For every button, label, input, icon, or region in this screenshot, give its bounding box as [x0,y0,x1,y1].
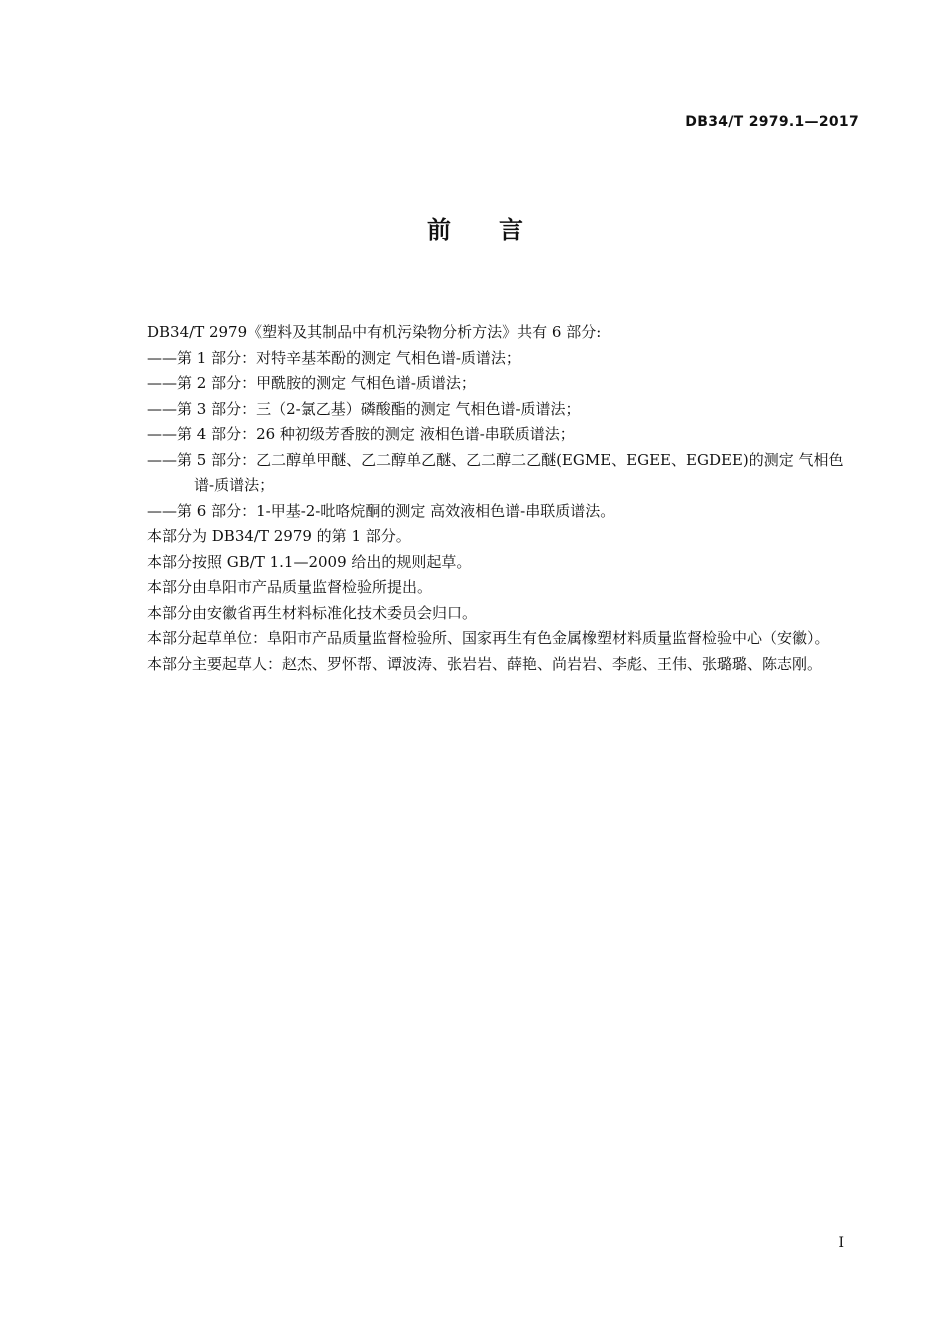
statement-part-number: 本部分为 DB34/T 2979 的第 1 部分。 [147,527,411,545]
statement-committee: 本部分由安徽省再生材料标准化技术委员会归口。 [147,603,478,622]
part-item-3: ——第 3 部分：三（2-氯乙基）磷酸酯的测定 气相色谱-质谱法； [147,399,581,418]
part-item-1: ——第 1 部分：对特辛基苯酚的测定 气相色谱-质谱法； [147,348,521,367]
page-title: 前言 [427,216,571,244]
statement-drafters: 本部分主要起草人：赵杰、罗怀帮、谭波涛、张岩岩、薛艳、尚岩岩、李彪、王伟、张璐璐、陈志刚。 [147,654,823,673]
statement-drafting-rules: 本部分按照 GB/T 1.1—2009 给出的规则起草。 [147,552,472,571]
foreword-body [114,320,860,677]
document-code: DB34/T 2979.1—2017 [685,114,859,130]
statement-drafting-units: 本部分起草单位：阜阳市产品质量监督检验所、国家再生有色金属橡塑材料质量监督检验中心（安徽）。 [147,629,830,647]
statement-proposer: 本部分由阜阳市产品质量监督检验所提出。 [147,578,433,596]
part-item-2: ——第 2 部分：甲酰胺的测定 气相色谱-质谱法； [147,374,476,392]
page-number: I [838,1235,844,1251]
intro-paragraph: DB34/T 2979《塑料及其制品中有机污染物分析方法》共有 6 部分: [147,323,602,341]
part-item-6: ——第 6 部分：1-甲基-2-吡咯烷酮的测定 高效液相色谱-串联质谱法。 [147,501,616,520]
part-item-4: ——第 4 部分：26 种初级芳香胺的测定 液相色谱-串联质谱法； [147,425,575,443]
part-item-5: ——第 5 部分：乙二醇单甲醚、乙二醇单乙醚、乙二醇二乙醚(EGME、EGEE、EGDEE)的测定 气相色谱-质谱法； [147,450,844,494]
